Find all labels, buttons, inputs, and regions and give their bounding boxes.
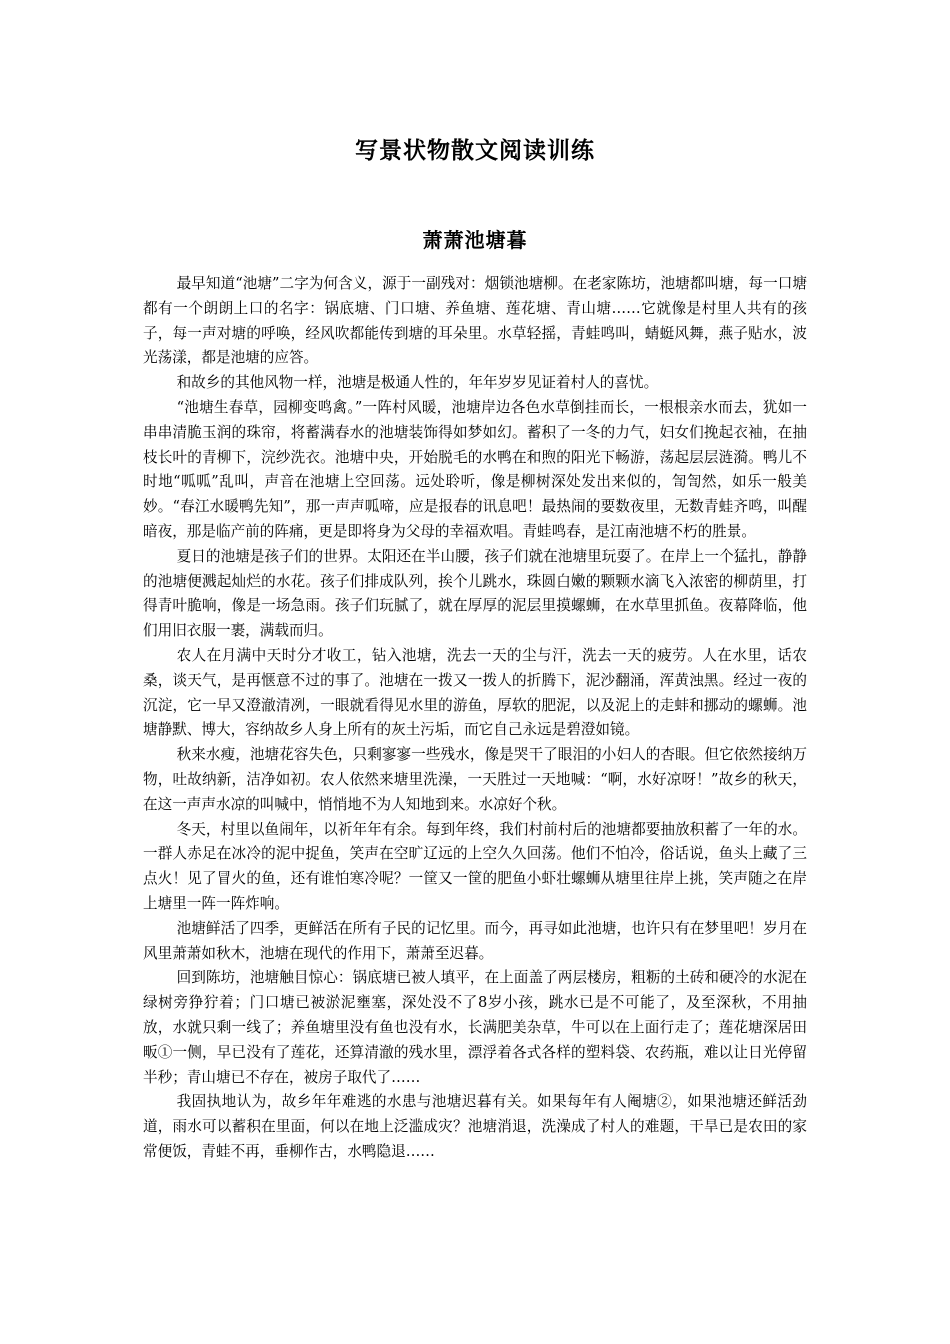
paragraph: 农人在月满中天时分才收工，钻入池塘，洗去一天的尘与汗，洗去一天的疲劳。人在水里，话农桑，谈天气，是再惬意不过的事了。池塘在一拨又一拨人的折腾下，泥沙翻涌，浑黄浊黑。经过一夜的沉淀，它一早又澄澈清冽，一眼就看得见水里的游鱼，厚软的肥泥，以及泥上的走蚌和挪动的螺蛳。池塘静默、博大，容纳故乡人身上所有的灰土污垢，而它自己永远是碧澄如镜。	[143, 646, 807, 739]
essay-title: 萧萧池塘暮	[422, 228, 528, 252]
paragraph: 夏日的池塘是孩子们的世界。太阳还在半山腰，孩子们就在池塘里玩耍了。在岸上一个猛扎，静静的池塘便溅起灿烂的水花。孩子们排成队列，挨个儿跳水，珠圆白嫩的颗颗水滴飞入浓密的柳荫里，打得青叶脆响，像是一场急雨。孩子们玩腻了，就在厚厚的泥层里摸螺蛳，在水草里抓鱼。夜幕降临，他们用旧衣服一裹，满载而归。	[143, 547, 807, 640]
paragraph: 和故乡的其他风物一样，池塘是极通人性的，年年岁岁见证着村人的喜忧。	[176, 374, 659, 392]
paragraph: 池塘鲜活了四季，更鲜活在所有子民的记忆里。而今，再寻如此池塘，也许只有在梦里吧！岁月在风里萧萧如秋木，池塘在现代的作用下，萧萧至迟暮。	[143, 919, 807, 962]
paragraph: “池塘生春草，园柳变鸣禽。”一阵村风暖，池塘岸边各色水草倒挂而长，一根根亲水而去，犹如一串串清脆玉润的珠帘，将蓄满春水的池塘装饰得如梦如幻。蓄积了一冬的力气，妇女们挽起衣袖，在抽枝长叶的青柳下，浣纱洗衣。池塘中央，开始脱毛的水鸭在和煦的阳光下畅游，荡起层层涟漪。鸭儿不时地“呱呱”乱叫，声音在池塘上空回荡。远处聆听，像是柳树深处发出来似的，訇訇然，如乐一般美妙。“春江水暖鸭先知”，那一声声呱啼，应是报春的讯息吧！最热闹的要数夜里，无数青蛙齐鸣，叫醒暗夜，那是临产前的阵痛，更是即将身为父母的幸福欢唱。青蛙鸣春，是江南池塘不朽的胜景。	[143, 398, 807, 540]
paragraph: 秋来水瘦，池塘花容失色，只剩寥寥一些残水，像是哭干了眼泪的小妇人的杏眼。但它依然接纳万物，吐故纳新，洁净如初。农人依然来塘里洗澡，一天胜过一天地喊：“啊，水好凉呀！”故乡的秋天，在这一声声水凉的叫喊中，悄悄地不为人知地到来。水凉好个秋。	[143, 746, 807, 813]
paragraph: 冬天，村里以鱼闹年，以祈年年有余。每到年终，我们村前村后的池塘都要抽放积蓄了一年的水。一群人赤足在冰冷的泥中捉鱼，笑声在空旷辽远的上空久久回荡。他们不怕冷，俗话说，鱼头上藏了三点火！见了冒火的鱼，还有谁怕寒冷呢？一筐又一筐的肥鱼小虾壮螺蛳从塘里往岸上挑，笑声随之在岸上塘里一阵一阵炸响。	[143, 820, 807, 912]
paragraph: 最早知道“池塘”二字为何含义，源于一副残对：烟锁池塘柳。在老家陈坊，池塘都叫塘，每一口塘都有一个朗朗上口的名字：锅底塘、门口塘、养鱼塘、莲花塘、青山塘……它就像是村里人共有的孩子，每一声对塘的呼唤，经风吹都能传到塘的耳朵里。水草轻摇，青蛙鸣叫，蜻蜓风舞，燕子贴水，波光荡漾，都是池塘的应答。	[143, 275, 807, 367]
paragraph: 我固执地认为，故乡年年难逃的水患与池塘迟暮有关。如果每年有人阉塘②，如果池塘还鲜活劲道，雨水可以蓄积在里面，何以在地上泛滥成灾？池塘消退，洗澡成了村人的难题，干旱已是农田的家常便饭，青蛙不再，垂柳作古，水鸭隐退……	[143, 1093, 807, 1160]
essay-body	[143, 272, 807, 1165]
document-title: 写景状物散文阅读训练	[355, 137, 595, 164]
paragraph: 回到陈坊，池塘触目惊心：锅底塘已被人填平，在上面盖了两层楼房，粗粝的土砖和硬冷的水泥在绿树旁狰狞着；门口塘已被淤泥壅塞，深处没不了8岁小孩，跳水已是不可能了，及至深秋，不用抽放，水就只剩一线了；养鱼塘里没有鱼也没有水，长满肥美杂草，牛可以在上面行走了；莲花塘深居田畈①一侧，早已没有了莲花，还算清澈的残水里，漂浮着各式各样的塑料袋、农药瓶，难以让日光停留半秒；青山塘已不存在，被房子取代了……	[143, 969, 807, 1086]
